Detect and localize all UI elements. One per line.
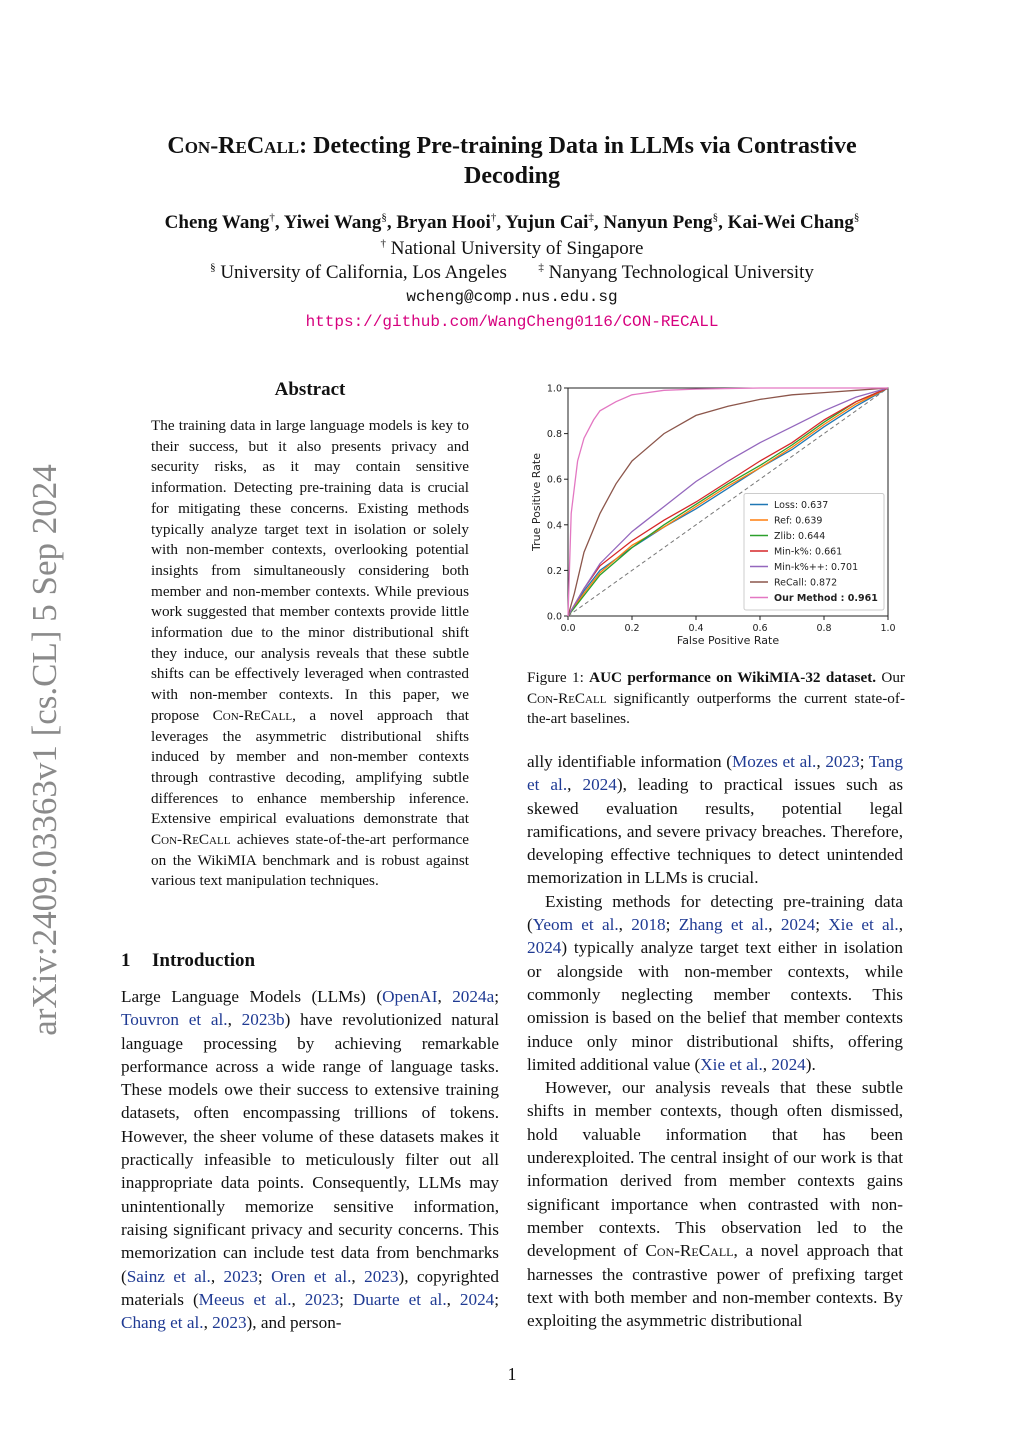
x-tick-label: 0.0 [560, 623, 576, 634]
title-text: : Detecting Pre-training Data in LLMs via Contrastive [299, 133, 857, 159]
x-tick-label: 0.2 [624, 623, 640, 634]
x-tick-label: 0.6 [752, 623, 768, 634]
author: Yiwei Wang [283, 212, 382, 233]
legend-entry: ReCall: 0.872 [774, 577, 838, 589]
text: ; [494, 987, 499, 1006]
citation[interactable]: 2023b [241, 1010, 285, 1030]
citation[interactable]: OpenAI [382, 987, 438, 1006]
author-mark: † [490, 211, 497, 224]
affiliation-mark: § [210, 261, 216, 274]
section-number: 1 [121, 950, 131, 971]
citation[interactable]: 2023 [212, 1313, 247, 1333]
legend-entry: Zlib: 0.644 [774, 531, 826, 542]
title-text-line2: Decoding [464, 163, 560, 189]
text: , [291, 1289, 305, 1309]
roc-chart [527, 380, 905, 655]
x-axis-label: False Positive Rate [676, 634, 780, 647]
text: Large Language Models (LLMs) ( [121, 987, 383, 1006]
author-mark: † [269, 211, 275, 224]
citation[interactable]: 2023 [825, 752, 860, 771]
intro-paragraph [527, 1076, 903, 1332]
text: ), copyrighted materials ( [121, 1266, 499, 1309]
text: ). [805, 1054, 816, 1074]
section-heading [121, 950, 255, 972]
x-tick-label: 0.8 [816, 623, 832, 634]
citation[interactable]: Touvron et al. [121, 1010, 228, 1030]
section-title: Introduction [152, 950, 256, 971]
citation[interactable]: Mozes et al. [732, 752, 817, 771]
legend-entry: Our Method : 0.961 [774, 593, 878, 604]
method-name: Con-ReCall [212, 706, 293, 724]
citation[interactable]: Chang et al. [121, 1313, 204, 1333]
y-axis-label: True Positive Rate [530, 453, 543, 551]
text: , [567, 775, 583, 795]
legend-entry: Min-k%: 0.661 [774, 546, 843, 558]
y-tick-label: 0.4 [546, 520, 562, 532]
affiliation-mark: ‡ [538, 261, 544, 274]
y-tick-label: 0.0 [546, 611, 562, 623]
text: , [618, 915, 632, 935]
text: ), and person- [246, 1313, 342, 1333]
text: Our [876, 669, 905, 686]
arxiv-stamp-text: arXiv:2409.03363v1 [cs.CL] 5 Sep 2024 [25, 464, 64, 1036]
text: , [210, 1266, 224, 1286]
text: , [437, 987, 453, 1006]
citation[interactable]: 2023 [364, 1266, 399, 1286]
text: ; [859, 752, 869, 771]
citation[interactable]: Meeus et al. [198, 1289, 292, 1309]
affiliation-line-1 [80, 238, 944, 260]
figure-caption [527, 668, 905, 730]
abstract-text: achieves state-of-the-art performance on the WikiMIA benchmark and is robust against various text manipulation techniques. [151, 831, 469, 890]
text: , a novel approach that harnesses the contrastive power of prefixing target text with both member and non-member contexts. By exploiting the asymmetric distributional [527, 1241, 903, 1331]
y-tick-label: 0.6 [546, 474, 562, 486]
abstract-body [151, 416, 469, 892]
figure-caption-bold: AUC performance on WikiMIA-32 dataset. [589, 669, 877, 686]
method-name: Con-ReCall [645, 1241, 734, 1261]
y-tick-label: 0.8 [546, 429, 562, 441]
citation[interactable]: Sainz et al. [126, 1266, 211, 1286]
author-mark: ‡ [588, 211, 594, 224]
citation[interactable]: Tang et al. [527, 752, 903, 795]
text: ; [339, 1289, 353, 1309]
citation[interactable]: Yeom et al. [532, 915, 619, 935]
text: , [203, 1313, 213, 1333]
intro-paragraph [527, 750, 903, 890]
method-name: Con-ReCall [527, 689, 607, 707]
citation[interactable]: 2023 [223, 1266, 258, 1286]
abstract-text: The training data in large language models is key to their success, but it also presents privacy and security risks, as it may contain sensitive information. Detecting pre-training data is crucial for mitigating these concerns. Existing methods typically analyze target text in isolation or solely with non-member contexts, overlooking potential insights from simultaneously considering both member and non-member contexts. While previous work suggested that member contexts provide little information due to the minor distributional shift they induce, our analysis reveals that these subtle shifts can be effectively leveraged when contrasted with non-member contexts. In this paper, we propose [151, 417, 469, 724]
affiliation-mark: † [380, 237, 386, 250]
text: , [227, 1010, 242, 1030]
y-tick-label: 0.2 [546, 565, 562, 577]
author-list: Cheng Wang†, Yiwei Wang§, Bryan Hooi†, Yujun Cai‡, Nanyun Peng§, Kai-Wei Chang§ [164, 211, 860, 233]
author: Nanyun Peng [603, 212, 713, 233]
text: , [816, 752, 826, 771]
text: , [898, 915, 904, 935]
affiliation: Nanyang Technological University [548, 262, 814, 283]
text: ), leading to practical issues such as skewed evaluation results, potential legal ramifications, and severe privacy breaches. Therefore, developing effective techniques to detect unintended memorization in LLMs is crucial. [527, 775, 904, 888]
intro-paragraph [527, 890, 903, 1076]
text: ; [494, 1289, 500, 1309]
abstract-text: , a novel approach that leverages the asymmetric distributional shifts induced by member and non-member contexts through contrastive decoding, amplifying subtle differences to enhance membership inference. Extensive empirical evaluations demonstrate that [151, 706, 469, 828]
citation[interactable]: 2024 [582, 775, 617, 795]
x-tick-label: 0.4 [688, 623, 704, 634]
text: ; [257, 1266, 272, 1286]
text: , [351, 1266, 365, 1286]
text: ) have revolutionized natural language processing by achieving remarkable performance across a wide range of language tasks. These models owe their success to extensive training datasets, often encompassing trillions of tokens. However, the sheer volume of these datasets makes it practically infeasible to meticulously filter out all inappropriate data points. Consequently, LLMs may unintentionally memorize sensitive information, raising significant privacy and security concerns. This memorization can include test data from benchmarks ( [121, 1010, 499, 1286]
y-tick-label: 1.0 [546, 383, 562, 395]
author: Cheng Wang [164, 212, 270, 233]
affiliation: National University of Singapore [390, 238, 644, 259]
x-tick-label: 1.0 [880, 623, 896, 634]
title-method-name: Con-ReCall [167, 133, 300, 159]
author: Bryan Hooi [396, 212, 491, 233]
text: ; [815, 915, 829, 935]
citation[interactable]: 2024 [527, 938, 562, 958]
legend-entry: Min-k%++: 0.701 [774, 562, 859, 573]
text: ; [665, 915, 679, 935]
text: significantly outperforms the current state-of-the-art baselines. [527, 689, 905, 728]
citation[interactable]: 2018 [631, 915, 666, 935]
roc-figure [527, 380, 905, 655]
citation[interactable]: Xie et al. [828, 915, 899, 935]
github-link[interactable]: https://github.com/WangCheng0116/CON-RECALL [305, 313, 719, 331]
citation[interactable]: 2023 [304, 1289, 340, 1309]
affiliation: University of California, Los Angeles [220, 262, 507, 283]
legend-entry: Ref: 0.639 [774, 515, 823, 527]
text: However, our analysis reveals that these subtle shifts in member contexts, though often dismissed, hold valuable information that has been underexploited. The central insight of our work is that information derived from member contexts gains significant importance when contrasted with non-member contexts. This observation led to the development of [527, 1078, 903, 1261]
figure-label: Figure 1: [527, 669, 584, 686]
text: ) typically analyze target text either in isolation or alongside with non-member contexts, while commonly neglecting member contexts. This omission is based on the belief that member contexts induce only minor distributional shifts, offering limited additional value ( [527, 938, 903, 1074]
author: Kai-Wei Chang [727, 212, 854, 233]
citation[interactable]: Xie et al. [700, 1054, 763, 1074]
citation[interactable]: 2024 [459, 1289, 495, 1309]
author: Yujun Cai [505, 212, 589, 233]
intro-paragraph [121, 985, 499, 1334]
author-mark: § [853, 211, 860, 224]
citation[interactable]: 2024 [771, 1054, 806, 1074]
text: , [768, 915, 781, 935]
author-mark: § [381, 211, 387, 224]
text: ally identifiable information ( [527, 752, 732, 771]
citation[interactable]: 2024a [452, 987, 495, 1006]
citation[interactable]: Oren et al. [271, 1266, 352, 1286]
paper-title [120, 131, 904, 191]
author-email[interactable]: wcheng@comp.nus.edu.sg [406, 288, 618, 306]
citation[interactable]: 2024 [780, 915, 816, 935]
text: , [762, 1054, 772, 1074]
text: Existing methods for detecting pre-training data ( [527, 891, 903, 935]
legend-entry: Loss: 0.637 [774, 500, 829, 511]
citation[interactable]: Duarte et al. [352, 1289, 447, 1309]
intro-right-column [527, 750, 903, 1332]
method-name: Con-ReCall [151, 831, 231, 849]
text: , [446, 1289, 460, 1309]
page-number: 1 [507, 1364, 517, 1384]
author-mark: § [712, 211, 719, 224]
abstract-heading: Abstract [274, 379, 346, 400]
citation[interactable]: Zhang et al. [678, 915, 769, 935]
affiliation-line-2 [80, 262, 944, 284]
